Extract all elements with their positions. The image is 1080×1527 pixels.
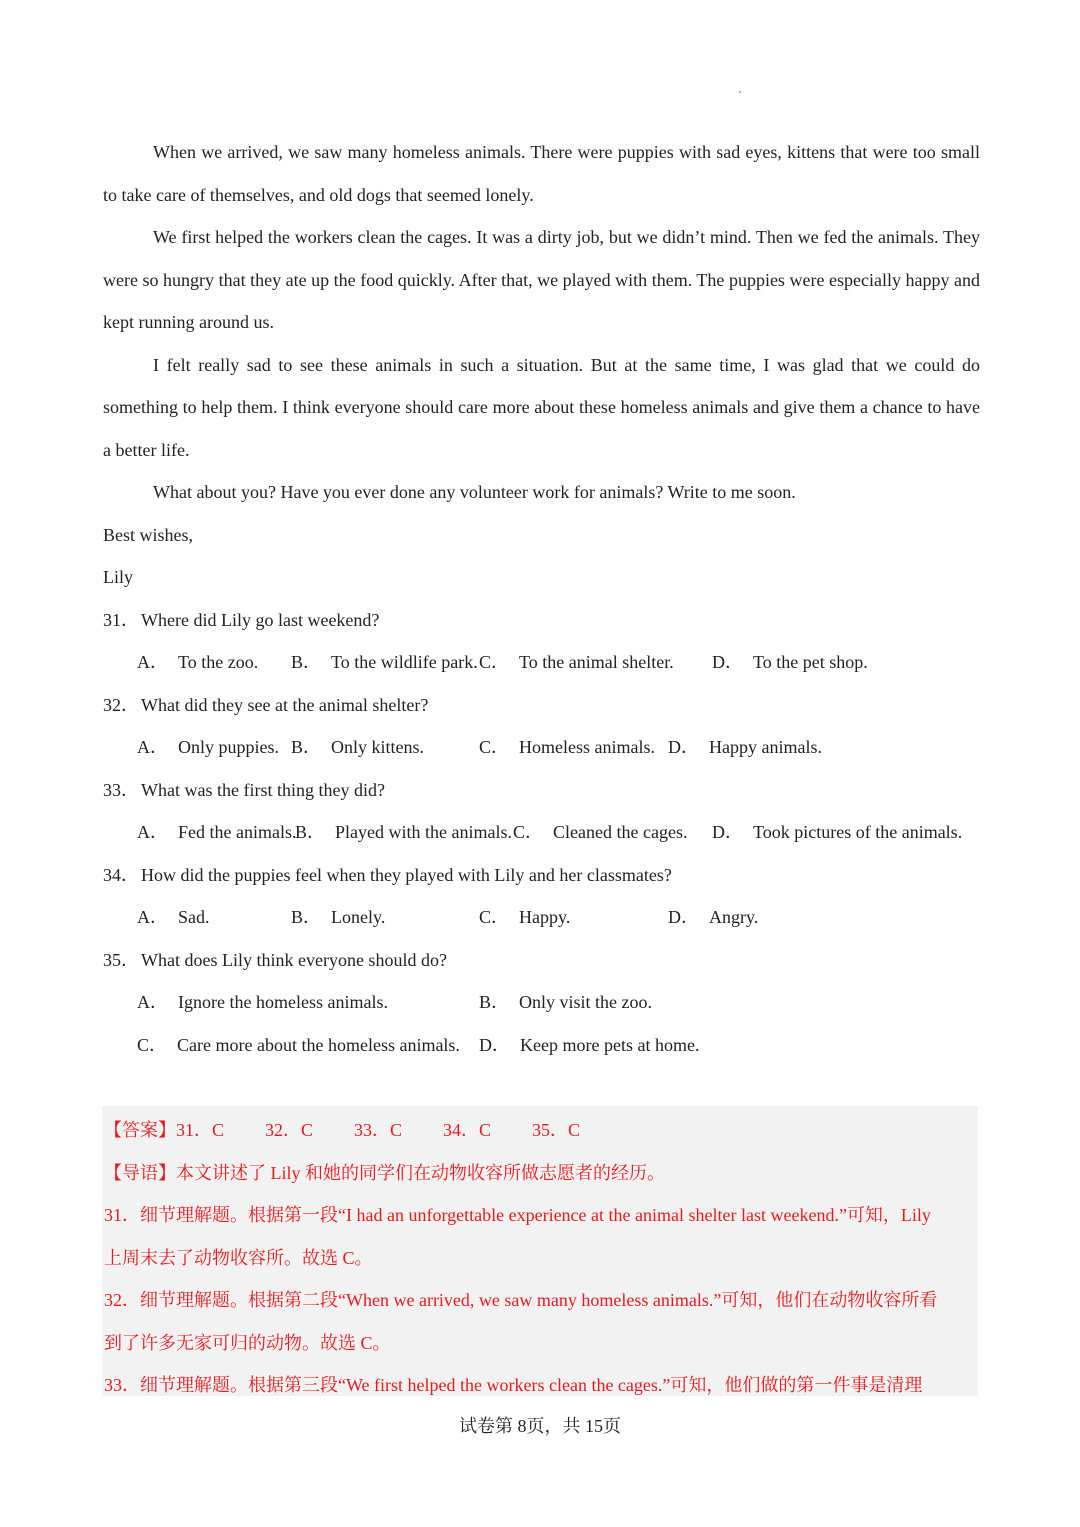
question-number: 35． (103, 949, 139, 970)
stray-dot (739, 91, 741, 93)
explanation-line: 33．细节理解题。根据第三段“We first helped the workers clean the cages.”可知，他们做的第一件事是清理 (104, 1375, 923, 1395)
answer-key: 34．C (443, 1120, 492, 1140)
question-stem: Where did Lily go last weekend? (141, 609, 380, 630)
passage-paragraph-2: We first helped the workers clean the cages. It was a dirty job, but we didn’t mind. Then we fed the animals. They were so hungry that they ate up the food quickly. After that, we played with them. The puppies were especially happy and kept running around us. (103, 227, 980, 332)
option-b[interactable]: B． Only visit the zoo. (479, 992, 653, 1012)
answer-key: 31．C (176, 1120, 225, 1140)
page-footer: 试卷第 8页，共 15页 (459, 1416, 621, 1436)
answer-key-line (104, 1116, 580, 1142)
question-33-options (103, 811, 980, 854)
question-31 (103, 599, 980, 642)
question-number: 33． (103, 779, 139, 800)
question-number: 31． (103, 609, 139, 630)
question-34 (103, 854, 980, 897)
question-list (103, 599, 980, 1067)
question-stem: How did the puppies feel when they played with Lily and her classmates? (141, 864, 672, 885)
option-d[interactable]: D． Keep more pets at home. (479, 1034, 700, 1055)
option-d[interactable]: D． Angry. (668, 907, 759, 927)
option-d[interactable]: D． Happy animals. (668, 737, 822, 757)
question-stem: What does Lily think everyone should do? (141, 949, 447, 970)
option-b[interactable]: B． To the wildlife park. (291, 652, 478, 672)
option-b[interactable]: B． Only kittens. (291, 737, 425, 757)
answer-label: 【答案】 (104, 1120, 176, 1140)
option-c[interactable]: C． Homeless animals. (479, 737, 655, 757)
option-a[interactable]: A． Ignore the homeless animals. (137, 992, 388, 1012)
passage-paragraph-1: When we arrived, we saw many homeless animals. There were puppies with sad eyes, kittens that were too small to take care of themselves, and old dogs that seemed lonely. (103, 142, 980, 205)
question-stem: What did they see at the animal shelter? (141, 694, 429, 715)
question-32 (103, 684, 980, 727)
option-c[interactable]: C． To the animal shelter. (479, 652, 674, 672)
explanation-line: 32．细节理解题。根据第二段“When we arrived, we saw many homeless animals.”可知，他们在动物收容所看 (104, 1290, 938, 1310)
intro-line (104, 1159, 665, 1185)
letter-closing: Best wishes, (103, 524, 193, 545)
option-d[interactable]: D． Took pictures of the animals. (712, 822, 963, 842)
letter-signature: Lily (103, 567, 133, 587)
question-35-options-row-2 (103, 1024, 980, 1067)
question-33 (103, 769, 980, 812)
question-35 (103, 939, 980, 982)
explanation-line: 31．细节理解题。根据第一段“I had an unforgettable experience at the animal shelter last weekend.”可知，Lily (104, 1205, 931, 1225)
question-number: 32． (103, 694, 139, 715)
question-35-options-row-1 (103, 981, 980, 1024)
option-b[interactable]: B． Played with the animals. (295, 822, 512, 842)
answer-explanation-box (102, 1106, 978, 1396)
option-c[interactable]: C． Care more about the homeless animals. (137, 1034, 460, 1055)
question-number: 34． (103, 864, 139, 885)
passage-paragraph-4: What about you? Have you ever done any volunteer work for animals? Write to me soon. (153, 482, 796, 502)
reading-passage (103, 131, 980, 1066)
explanation-line: 到了许多无家可归的动物。故选 C。 (104, 1333, 391, 1353)
question-31-options (103, 641, 980, 684)
option-a[interactable]: A． Only puppies. (137, 737, 279, 757)
question-32-options (103, 726, 980, 769)
question-stem: What was the first thing they did? (141, 779, 385, 800)
explanation-line: 上周末去了动物收容所。故选 C。 (104, 1248, 373, 1268)
answer-key: 35．C (532, 1120, 581, 1140)
option-a[interactable]: A． Fed the animals. (137, 822, 297, 842)
option-c[interactable]: C． Happy. (479, 907, 571, 927)
intro-label: 【导语】 (104, 1163, 176, 1183)
option-c[interactable]: C． Cleaned the cages. (513, 822, 688, 842)
option-d[interactable]: D． To the pet shop. (712, 652, 868, 672)
option-a[interactable]: A． Sad. (137, 907, 210, 927)
intro-text: 本文讲述了 Lily 和她的同学们在动物收容所做志愿者的经历。 (176, 1163, 665, 1183)
question-34-options (103, 896, 980, 939)
answer-key: 33．C (354, 1120, 403, 1140)
passage-paragraph-3: I felt really sad to see these animals in such a situation. But at the same time, I was glad that we could do something to help them. I think everyone should care more about these homeless animals and give them a chance to have a better life. (103, 354, 980, 460)
answer-key: 32．C (265, 1120, 314, 1140)
option-b[interactable]: B． Lonely. (291, 907, 386, 927)
option-a[interactable]: A． To the zoo. (137, 652, 259, 672)
